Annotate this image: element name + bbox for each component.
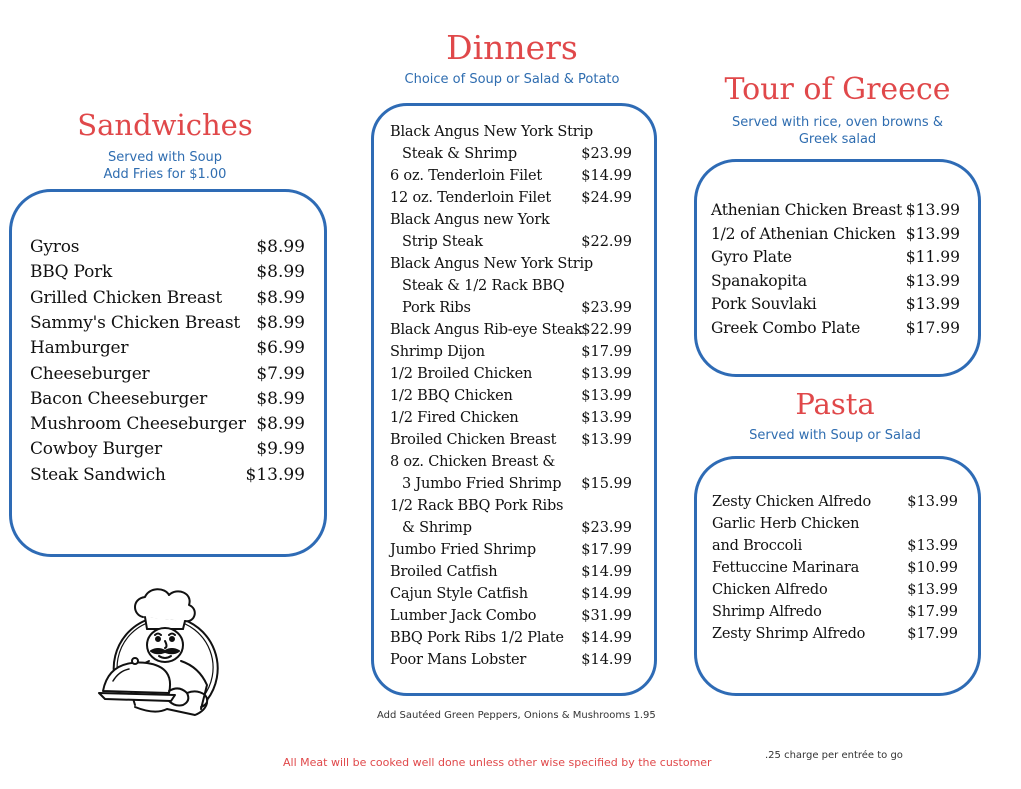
greece-title: Tour of Greece bbox=[724, 72, 951, 107]
dinner-item-price: $22.99 bbox=[581, 322, 632, 338]
meat-note: All Meat will be cooked well done unless other wise specified by the customer bbox=[283, 756, 712, 769]
greece-item-name: Pork Souvlaki bbox=[711, 295, 817, 314]
dinner-item-name: 3 Jumbo Fried Shrimp bbox=[402, 476, 562, 492]
dinner-item-price: $22.99 bbox=[581, 234, 632, 250]
sandwich-item-name: Grilled Chicken Breast bbox=[30, 287, 222, 308]
sandwich-item-price: $7.99 bbox=[256, 363, 305, 384]
sandwich-item-price: $8.99 bbox=[256, 312, 305, 333]
sandwich-item-price: $13.99 bbox=[245, 464, 305, 485]
greece-item-price: $17.99 bbox=[905, 319, 960, 337]
dinner-item-price: $31.99 bbox=[581, 608, 632, 624]
dinner-item-name: Jumbo Fried Shrimp bbox=[390, 542, 536, 558]
sandwich-item-name: BBQ Pork bbox=[30, 262, 113, 283]
pasta-item-name: Fettuccine Marinara bbox=[712, 560, 860, 576]
pasta-item-price: $17.99 bbox=[907, 604, 958, 620]
dinner-item-price: $14.99 bbox=[581, 630, 632, 646]
pasta-item-name: Garlic Herb Chicken bbox=[712, 516, 860, 532]
dinners-footnote: Add Sautéed Green Peppers, Onions & Mushrooms 1.95 bbox=[377, 710, 656, 721]
sandwiches-subtitle-1: Served with Soup bbox=[107, 150, 223, 165]
greece-subtitle-1: Served with rice, oven browns & bbox=[732, 115, 943, 130]
sandwiches-subtitle-2: Add Fries for $1.00 bbox=[103, 167, 227, 182]
dinner-item-name: Shrimp Dijon bbox=[390, 344, 485, 360]
dinner-item-name: 8 oz. Chicken Breast & bbox=[390, 454, 556, 470]
sandwich-item-price: $8.99 bbox=[256, 237, 305, 257]
sandwich-item-price: $6.99 bbox=[256, 338, 305, 359]
dinner-item-price: $23.99 bbox=[581, 146, 632, 162]
dinner-item-name: Broiled Chicken Breast bbox=[390, 432, 557, 448]
dinner-item-price: $17.99 bbox=[581, 344, 632, 360]
sandwich-item-name: Steak Sandwich bbox=[30, 464, 166, 485]
dinners-title: Dinners bbox=[446, 28, 578, 67]
sandwich-item-price: $8.99 bbox=[256, 262, 305, 283]
greece-item-price: $13.99 bbox=[905, 224, 960, 243]
sandwich-item-name: Sammy's Chicken Breast bbox=[30, 312, 241, 333]
dinner-item-name: Pork Ribs bbox=[402, 300, 471, 316]
dinner-item-name: Poor Mans Lobster bbox=[390, 652, 527, 668]
sandwich-item-price: $9.99 bbox=[256, 439, 305, 460]
greece-item-name: Athenian Chicken Breast bbox=[711, 201, 903, 219]
greece-item-name: 1/2 of Athenian Chicken bbox=[711, 224, 896, 243]
sandwich-item-name: Gyros bbox=[30, 237, 80, 257]
dinner-item-price: $13.99 bbox=[581, 388, 632, 404]
dinner-item-price: $14.99 bbox=[581, 586, 632, 602]
dinner-item-name: Steak & 1/2 Rack BBQ bbox=[402, 278, 565, 294]
dinner-item-price: $13.99 bbox=[581, 410, 632, 426]
dinner-item-name: 1/2 Fired Chicken bbox=[390, 410, 519, 426]
sandwich-item-name: Cowboy Burger bbox=[30, 439, 162, 460]
dinner-item-price: $14.99 bbox=[581, 564, 632, 580]
greece-item-price: $13.99 bbox=[905, 271, 960, 290]
dinner-item-price: $23.99 bbox=[581, 300, 632, 316]
sandwich-item-name: Hamburger bbox=[30, 338, 129, 359]
dinner-item-name: 1/2 Rack BBQ Pork Ribs bbox=[390, 498, 564, 514]
pasta-box bbox=[694, 456, 981, 696]
pasta-item-price: $10.99 bbox=[907, 560, 958, 576]
sandwich-item-name: Mushroom Cheeseburger bbox=[30, 414, 246, 435]
dinner-item-name: Cajun Style Catfish bbox=[390, 586, 528, 602]
greece-item-price: $13.99 bbox=[905, 295, 960, 314]
dinner-item-name: Steak & Shrimp bbox=[402, 146, 517, 162]
sandwich-item-price: $8.99 bbox=[256, 388, 305, 409]
dinners-subtitle: Choice of Soup or Salad & Potato bbox=[404, 72, 620, 87]
pasta-item-name: Zesty Chicken Alfredo bbox=[712, 494, 872, 510]
dinner-item-name: 1/2 BBQ Chicken bbox=[390, 388, 513, 404]
pasta-item-name: Shrimp Alfredo bbox=[712, 604, 822, 620]
dinner-item-name: Black Angus New York Strip bbox=[390, 256, 594, 272]
dinner-item-name: Black Angus new York bbox=[390, 212, 550, 228]
dinner-item-price: $13.99 bbox=[581, 432, 632, 448]
dinner-item-price: $13.99 bbox=[581, 366, 632, 382]
pasta-item-name: Zesty Shrimp Alfredo bbox=[712, 626, 866, 642]
pasta-item-price: $13.99 bbox=[907, 582, 958, 598]
dinner-item-name: Strip Steak bbox=[402, 234, 483, 250]
pasta-title: Pasta bbox=[795, 387, 875, 421]
greece-item-name: Greek Combo Plate bbox=[711, 319, 861, 337]
sandwich-item-price: $8.99 bbox=[256, 414, 305, 435]
dinner-item-name: Broiled Catfish bbox=[390, 564, 498, 580]
greece-item-name: Spanakopita bbox=[711, 271, 807, 290]
sandwich-item-name: Bacon Cheeseburger bbox=[30, 388, 208, 409]
dinner-item-price: $23.99 bbox=[581, 520, 632, 536]
dinner-item-name: Black Angus New York Strip bbox=[390, 124, 594, 140]
pasta-item-name: and Broccoli bbox=[712, 538, 803, 554]
dinner-item-name: 6 oz. Tenderloin Filet bbox=[390, 168, 542, 184]
pasta-item-name: Chicken Alfredo bbox=[712, 582, 828, 598]
dinner-item-name: 12 oz. Tenderloin Filet bbox=[390, 190, 552, 206]
chef-illustration bbox=[95, 585, 240, 725]
greece-item-price: $11.99 bbox=[905, 248, 960, 267]
dinner-item-price: $15.99 bbox=[581, 476, 632, 492]
dinner-item-name: Black Angus Rib-eye Steak bbox=[390, 322, 583, 338]
dinner-item-name: Lumber Jack Combo bbox=[390, 608, 537, 624]
dinner-item-price: $24.99 bbox=[581, 190, 632, 206]
dinner-item-name: BBQ Pork Ribs 1/2 Plate bbox=[390, 630, 564, 646]
greece-item-name: Gyro Plate bbox=[711, 248, 792, 267]
pasta-subtitle: Served with Soup or Salad bbox=[749, 428, 921, 443]
togo-note: .25 charge per entrée to go bbox=[765, 750, 903, 761]
dinner-item-price: $17.99 bbox=[581, 542, 632, 558]
pasta-item-price: $13.99 bbox=[907, 538, 958, 554]
chef-icon bbox=[95, 585, 240, 725]
dinner-item-price: $14.99 bbox=[581, 168, 632, 184]
sandwich-item-price: $8.99 bbox=[256, 287, 305, 308]
pasta-item-price: $17.99 bbox=[907, 626, 958, 642]
greece-box bbox=[694, 159, 981, 377]
sandwiches-title: Sandwiches bbox=[77, 108, 253, 142]
sandwich-item-name: Cheeseburger bbox=[30, 363, 150, 384]
dinner-item-name: 1/2 Broiled Chicken bbox=[390, 366, 533, 382]
pasta-item-price: $13.99 bbox=[907, 494, 958, 510]
greece-item-price: $13.99 bbox=[905, 201, 960, 219]
dinner-item-price: $14.99 bbox=[581, 652, 632, 668]
greece-subtitle-2: Greek salad bbox=[798, 132, 877, 147]
dinner-item-name: & Shrimp bbox=[402, 520, 472, 536]
